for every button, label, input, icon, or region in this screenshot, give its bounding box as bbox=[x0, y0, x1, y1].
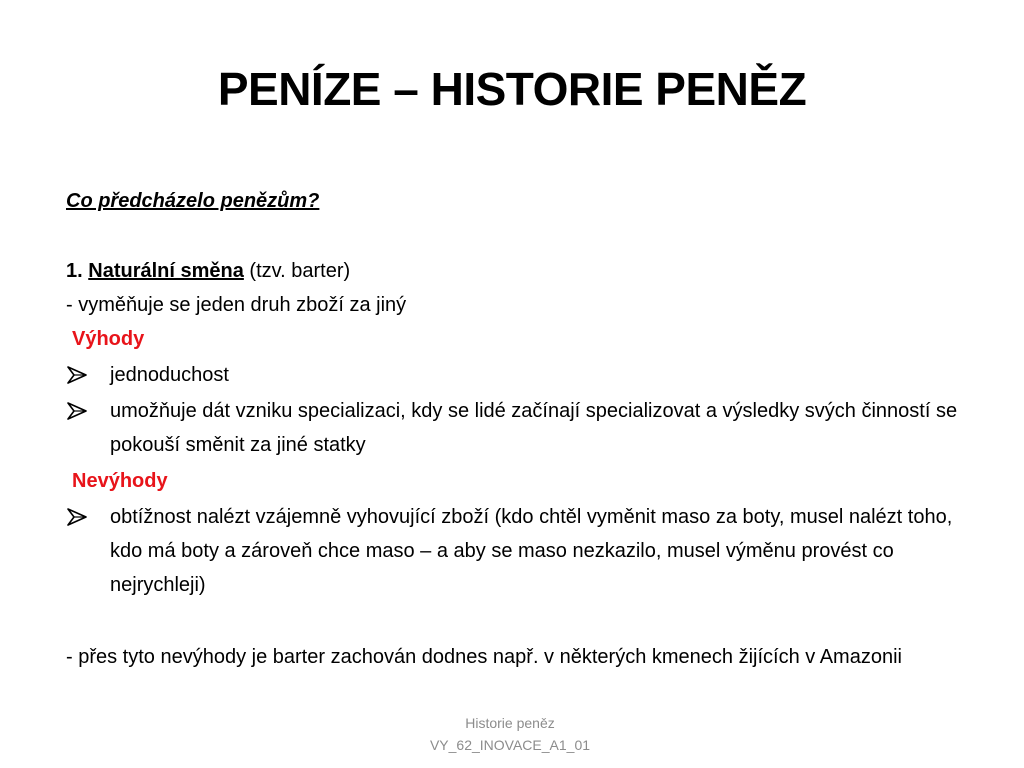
question-text: Co předcházelo penězům? bbox=[66, 190, 320, 212]
definition-text: - vyměňuje se jeden druh zboží za jiný bbox=[66, 294, 407, 316]
footer-title: Historie peněz bbox=[465, 715, 555, 731]
disadvantage-item bbox=[66, 500, 986, 602]
disadvantage-text: obtížnost nalézt vzájemně vyhovující zboží (kdo chtěl vyměnit maso za boty, musel nalézt toho, kdo má boty a zároveň chce maso – a aby se maso nezkazilo, musel výměnu provést co nejrychleji) bbox=[110, 506, 953, 596]
advantage-item bbox=[66, 394, 986, 462]
slide-content bbox=[66, 184, 986, 674]
slide-footer bbox=[340, 712, 680, 756]
advantages-heading: Výhody bbox=[72, 328, 145, 350]
advantage-item bbox=[66, 358, 986, 392]
advantage-text: umožňuje dát vzniku specializaci, kdy se lidé začínají specializovat a výsledky svých činností se pokouší směnit za jiné statky bbox=[110, 400, 958, 456]
item-number: 1. bbox=[66, 260, 83, 282]
item-note: (tzv. barter) bbox=[243, 260, 351, 282]
advantage-text: jednoduchost bbox=[110, 364, 229, 386]
arrow-bullet-icon bbox=[66, 508, 88, 526]
item-heading bbox=[66, 254, 986, 288]
question-heading bbox=[66, 184, 986, 218]
conclusion-text: - přes tyto nevýhody je barter zachován dodnes např. v některých kmenech žijících v Amazonii bbox=[66, 646, 902, 668]
disadvantages-heading: Nevýhody bbox=[72, 470, 168, 492]
arrow-bullet-icon bbox=[66, 402, 88, 420]
footer-code: VY_62_INOVACE_A1_01 bbox=[429, 737, 591, 753]
item-term: Naturální směna bbox=[88, 260, 244, 282]
arrow-bullet-icon bbox=[66, 366, 88, 384]
slide-title: PENÍZE – HISTORIE PENĚZ bbox=[217, 63, 807, 115]
